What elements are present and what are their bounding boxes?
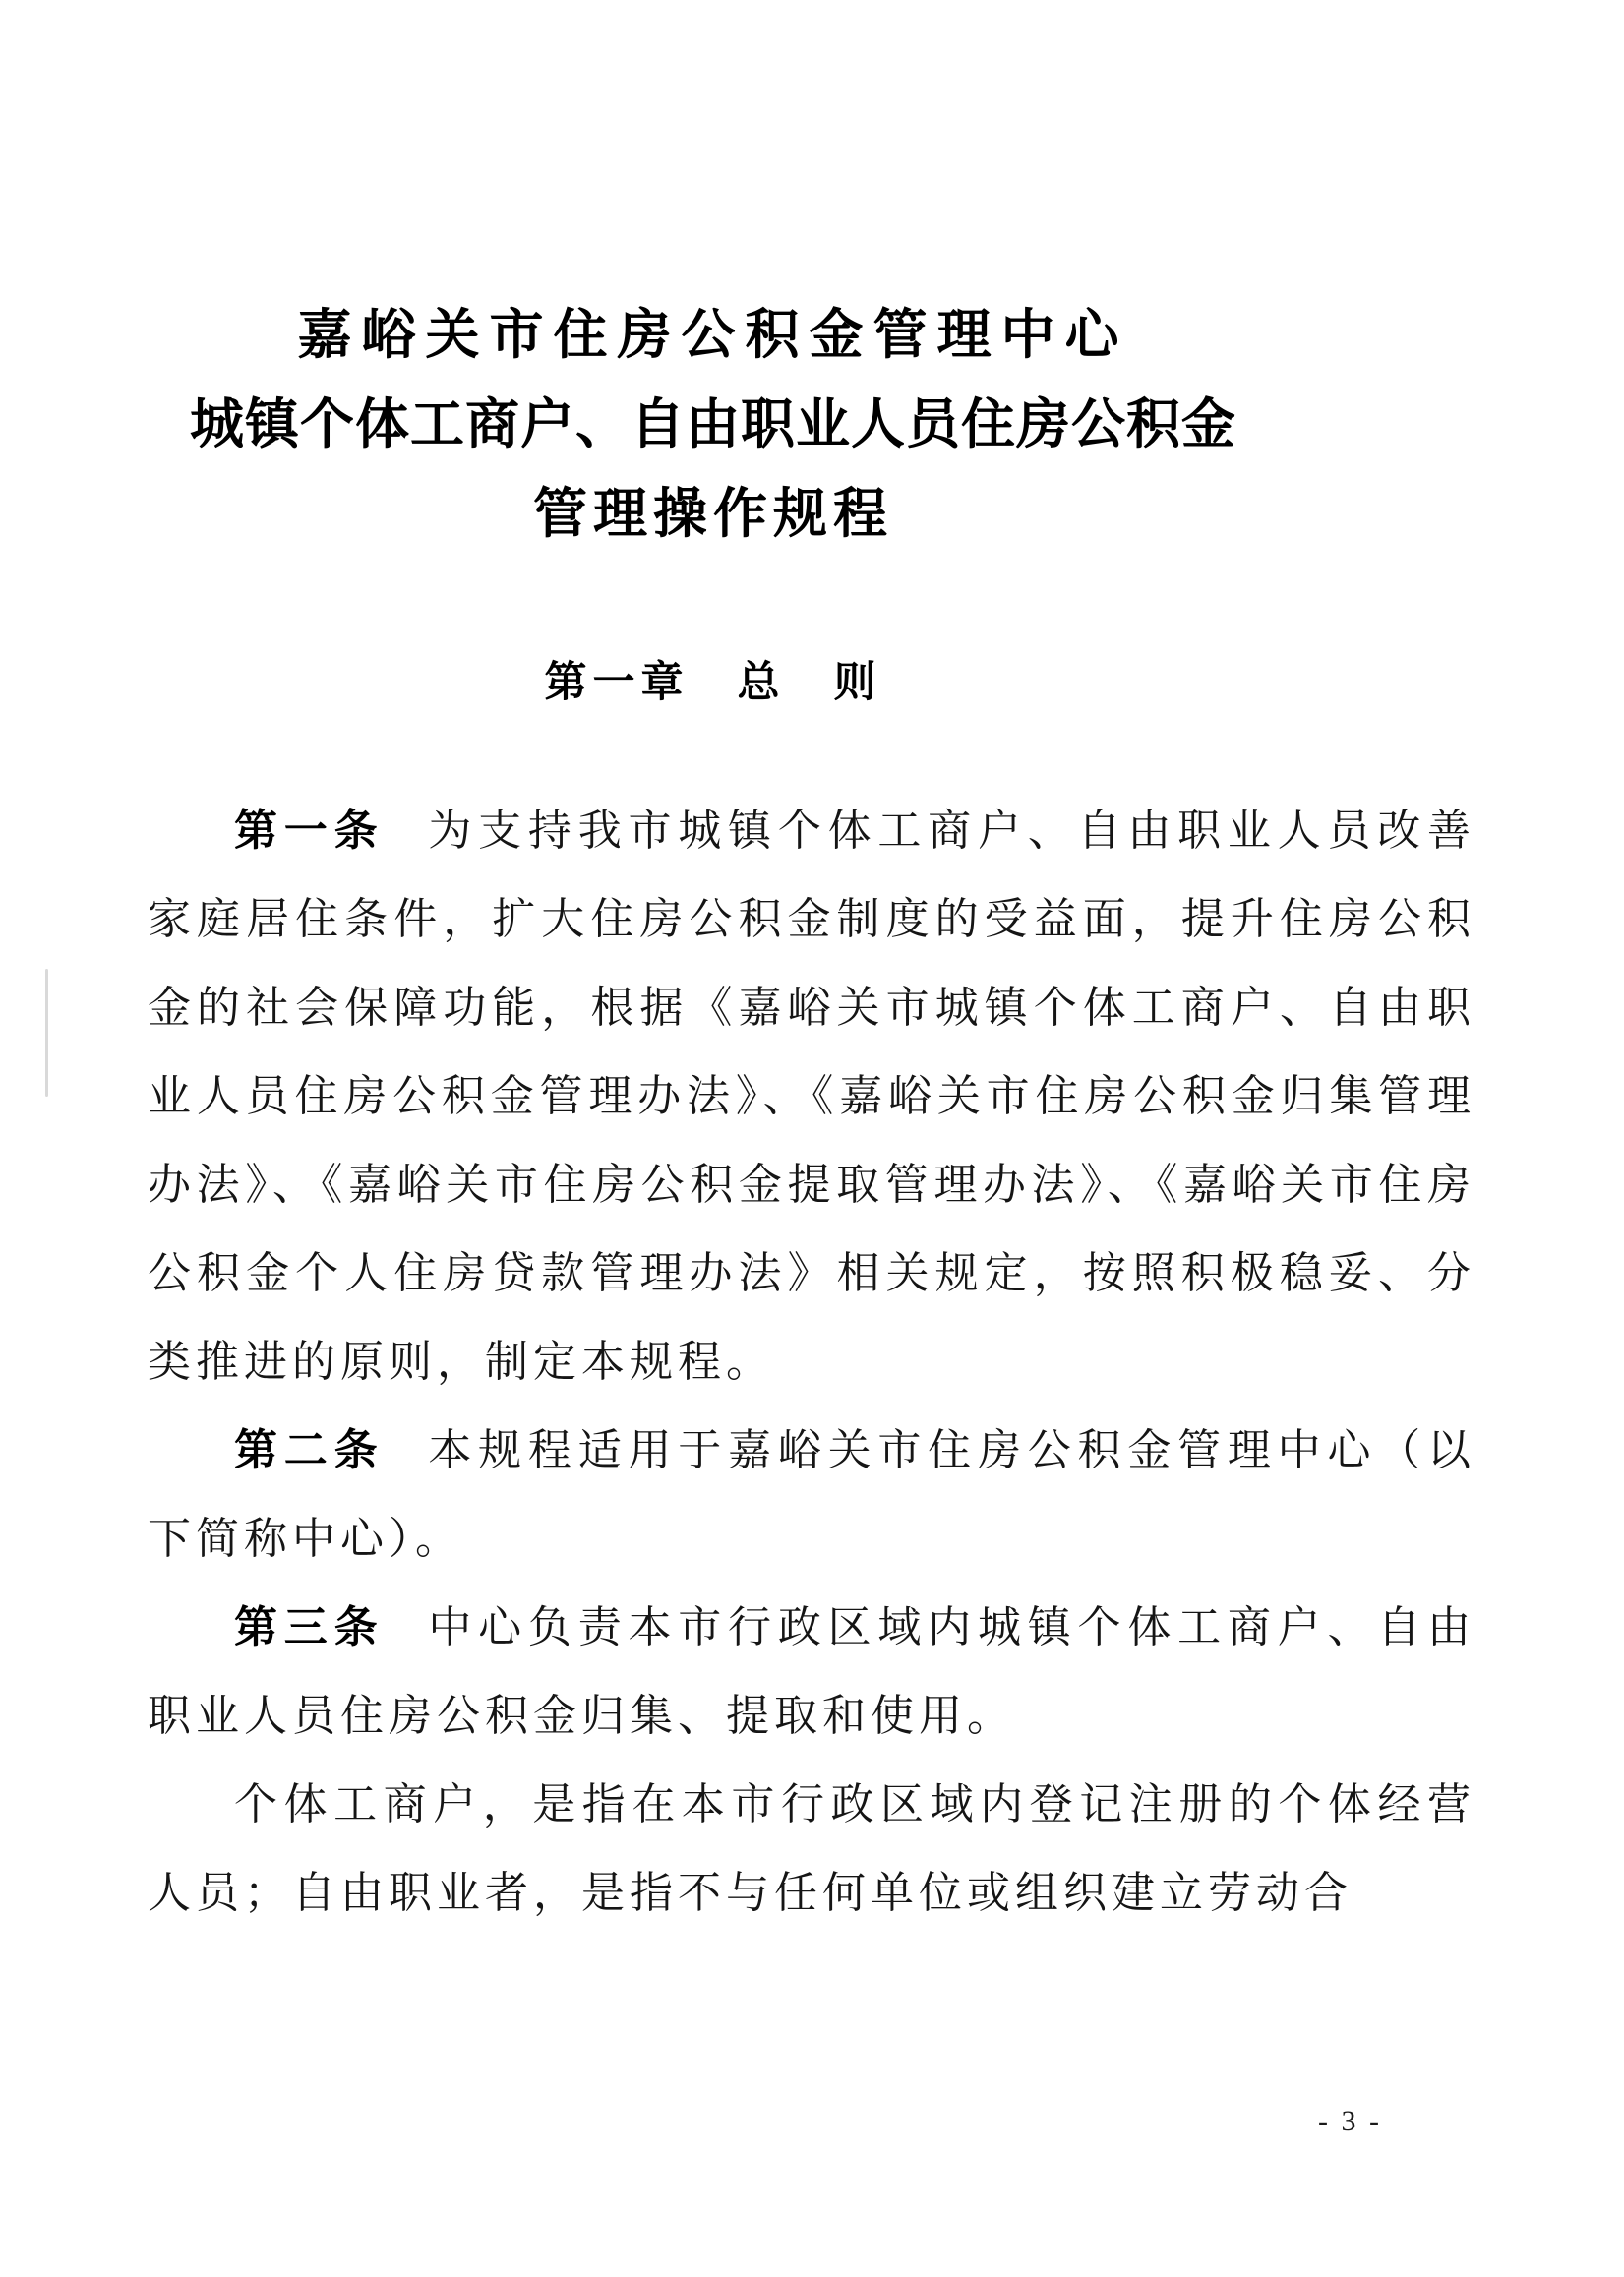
article-2-text: 本规程适用于嘉峪关市住房公积金管理中心（以下简称中心）。 xyxy=(148,1426,1476,1563)
document-title-line-3: 管理操作规程 xyxy=(532,484,893,544)
definition-text: 个体工商户，是指在本市行政区域内登记注册的个体经营人员；自由职业者，是指不与任何单位或组织建立劳动合 xyxy=(148,1780,1475,1917)
page-number: - 3 - xyxy=(1318,2105,1382,2137)
paragraph-definition xyxy=(148,1761,1475,1938)
document-title xyxy=(148,290,1279,559)
article-1-number: 第一条 xyxy=(234,807,385,855)
article-2-number: 第二条 xyxy=(234,1426,385,1474)
article-3-number: 第三条 xyxy=(234,1603,385,1651)
paragraph-article-1 xyxy=(148,787,1475,1407)
document-title-line-2: 城镇个体工商户、自由职业人员住房公积金 xyxy=(189,394,1236,454)
document-body xyxy=(148,787,1475,1938)
article-1-text: 为支持我市城镇个体工商户、自由职业人员改善家庭居住条件，扩大住房公积金制度的受益面，提升住房公积金的社会保障功能，根据《嘉峪关市城镇个体工商户、自由职业人员住房公积金管理办法》、《嘉峪关市住房公积金归集管理办法》、《嘉峪关市住房公积金提取管理办法》、《嘉峪关市住房公积金个人住房贷款管理办法》相关规定，按照积极稳妥、分类推进的原则，制定本规程。 xyxy=(148,807,1476,1386)
paragraph-article-2 xyxy=(148,1407,1475,1584)
scan-artifact xyxy=(45,969,48,1097)
chapter-heading: 第一章 总 则 xyxy=(544,659,882,706)
paragraph-article-3 xyxy=(148,1584,1475,1761)
document-title-line-1: 嘉峪关市住房公积金管理中心 xyxy=(297,305,1129,365)
article-3-text: 中心负责本市行政区域内城镇个体工商户、自由职业人员住房公积金归集、提取和使用。 xyxy=(148,1603,1476,1740)
